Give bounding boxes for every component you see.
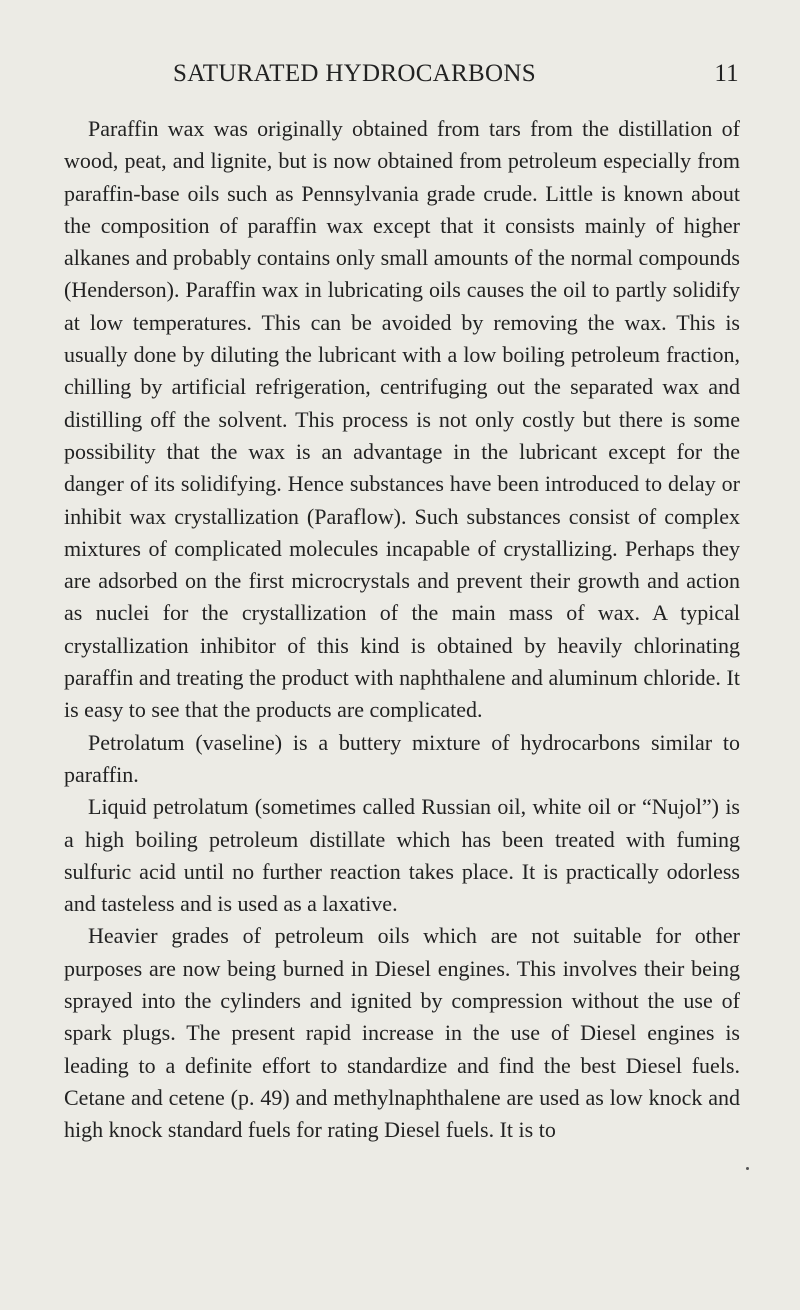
body-text [64,113,740,1147]
paragraph-paraffin-wax: Paraffin wax was originally obtained from tars from the distillation of wood, peat, and lignite, but is now obtained from petroleum especially from paraffin-base oils such as Pennsylvania grade crude. Little is known about the composition of paraffin wax except that it consists mainly of higher alkanes and probably contains only small amounts of the normal compounds (Henderson). Paraffin wax in lubricating oils causes the oil to partly solidify at low temperatures. This can be avoided by removing the wax. This is usually done by diluting the lubricant with a low boiling petroleum fraction, chilling by artificial refrigeration, centrifuging out the separated wax and distilling off the solvent. This process is not only costly but there is some possibility that the wax is an advantage in the lubricant except for the danger of its solidifying. Hence substances have been introduced to delay or inhibit wax crystallization (Paraflow). Such substances consist of complex mixtures of complicated molecules incapable of crystallizing. Perhaps they are adsorbed on the first microcrystals and prevent their growth and action as nuclei for the crystallization of the main mass of wax. A typical crystallization inhibitor of this kind is obtained by heavily chlorinating paraffin and treating the product with naphthalene and aluminum chloride. It is easy to see that the products are complicated. [64,116,740,723]
page-number: 11 [714,60,739,87]
margin-speck [746,1167,749,1170]
paragraph-liquid-petrolatum: Liquid petrolatum (sometimes called Russian oil, white oil or “Nujol”) is a high boiling petroleum distillate which has been treated with fuming sulfuric acid until no further reaction takes place. It is practically odorless and tasteless and is used as a laxative. [64,794,740,917]
running-title: SATURATED HYDROCARBONS [173,60,536,87]
paragraph-diesel-fuels: Heavier grades of petroleum oils which are not suitable for other purposes are now being burned in Diesel engines. This involves their being sprayed into the cylinders and ignited by compression without the use of spark plugs. The present rapid increase in the use of Diesel engines is leading to a definite effort to standardize and find the best Diesel fuels. Cetane and cetene (p. 49) and methylnaphthalene are used as low knock and high knock standard fuels for rating Diesel fuels. It is to [64,923,740,1143]
paragraph-petrolatum: Petrolatum (vaseline) is a buttery mixture of hydrocarbons similar to paraffin. [64,729,740,787]
running-header [173,60,739,92]
